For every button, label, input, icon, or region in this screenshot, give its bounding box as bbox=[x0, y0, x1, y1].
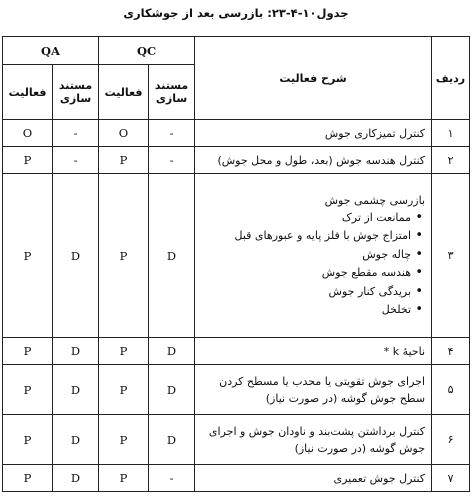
inspection-table bbox=[2, 36, 470, 492]
qc-header: QC bbox=[99, 37, 195, 65]
row-number: ۲ bbox=[432, 147, 470, 174]
qa-activity-cell: P bbox=[3, 338, 53, 365]
qc-activity-cell: P bbox=[99, 465, 149, 492]
row-description-title: بازرسی چشمی جوش bbox=[324, 193, 426, 207]
qa-activity-cell: O bbox=[3, 120, 53, 147]
row-description: اجرای جوش تقویتی یا محدب یا مسطح کردن سطح جوش گوشه (در صورت نیاز) bbox=[195, 365, 432, 415]
row-description: کنترل تمیزکاری جوش bbox=[195, 120, 432, 147]
table-row bbox=[3, 338, 470, 365]
qa-doc-cell: - bbox=[53, 120, 99, 147]
list-item: • هندسه مقطع جوش bbox=[199, 264, 411, 283]
qa-doc-cell: - bbox=[53, 147, 99, 174]
qa-documentation-header: مستند سازی bbox=[53, 65, 99, 120]
qc-doc-cell: - bbox=[149, 147, 195, 174]
row-number: ۳ bbox=[432, 174, 470, 338]
qc-activity-cell: P bbox=[99, 147, 149, 174]
qc-activity-cell: P bbox=[99, 174, 149, 338]
qc-doc-cell: D bbox=[149, 338, 195, 365]
qc-documentation-header: مستند سازی bbox=[149, 65, 195, 120]
row-description: ناحیهٔ k * bbox=[195, 338, 432, 365]
qc-doc-cell: D bbox=[149, 415, 195, 465]
row-description: کنترل برداشتن پشت‌بند و ناودان جوش و اجرای جوش گوشه (در صورت نیاز) bbox=[195, 415, 432, 465]
qc-activity-cell: P bbox=[99, 338, 149, 365]
table-row bbox=[3, 365, 470, 415]
list-item: • بریدگی کنار جوش bbox=[199, 283, 411, 302]
row-number: ۱ bbox=[432, 120, 470, 147]
list-item: • چاله جوش bbox=[199, 246, 411, 265]
list-item: • ممانعت از ترک bbox=[199, 209, 411, 228]
table-row bbox=[3, 174, 470, 338]
row-description bbox=[195, 174, 432, 338]
row-number: ۷ bbox=[432, 465, 470, 492]
activity-description-header: شرح فعالیت bbox=[195, 37, 432, 120]
qa-doc-cell: D bbox=[53, 174, 99, 338]
qa-doc-cell: D bbox=[53, 415, 99, 465]
table-caption: جدول۱۰-۴-۲۳: بازرسی بعد از جوشکاری bbox=[123, 6, 349, 20]
qc-doc-cell: - bbox=[149, 120, 195, 147]
qa-activity-cell: P bbox=[3, 174, 53, 338]
qa-doc-cell: D bbox=[53, 465, 99, 492]
qa-activity-cell: P bbox=[3, 365, 53, 415]
qa-doc-cell: D bbox=[53, 365, 99, 415]
qa-header: QA bbox=[3, 37, 99, 65]
table-row bbox=[3, 415, 470, 465]
qc-activity-cell: O bbox=[99, 120, 149, 147]
visual-inspection-list bbox=[199, 209, 425, 320]
qc-activity-cell: P bbox=[99, 415, 149, 465]
qa-activity-cell: P bbox=[3, 415, 53, 465]
table-row bbox=[3, 120, 470, 147]
row-number: ۶ bbox=[432, 415, 470, 465]
list-item: • امتزاج جوش با فلز پایه و عبورهای قبل bbox=[199, 227, 411, 246]
qc-doc-cell: D bbox=[149, 174, 195, 338]
qc-doc-cell: D bbox=[149, 365, 195, 415]
qc-activity-cell: P bbox=[99, 365, 149, 415]
list-item: • تخلخل bbox=[199, 301, 411, 320]
qa-activity-cell: P bbox=[3, 147, 53, 174]
row-description: کنترل جوش تعمیری bbox=[195, 465, 432, 492]
table-row bbox=[3, 147, 470, 174]
row-number: ۴ bbox=[432, 338, 470, 365]
qa-doc-cell: D bbox=[53, 338, 99, 365]
table-row bbox=[3, 465, 470, 492]
qa-activity-header: فعالیت bbox=[3, 65, 53, 120]
row-number-header: ردیف bbox=[432, 37, 470, 120]
row-number: ۵ bbox=[432, 365, 470, 415]
qc-doc-cell: - bbox=[149, 465, 195, 492]
qc-activity-header: فعالیت bbox=[99, 65, 149, 120]
qa-activity-cell: P bbox=[3, 465, 53, 492]
row-description: کنترل هندسه جوش (بعد، طول و محل جوش) bbox=[195, 147, 432, 174]
